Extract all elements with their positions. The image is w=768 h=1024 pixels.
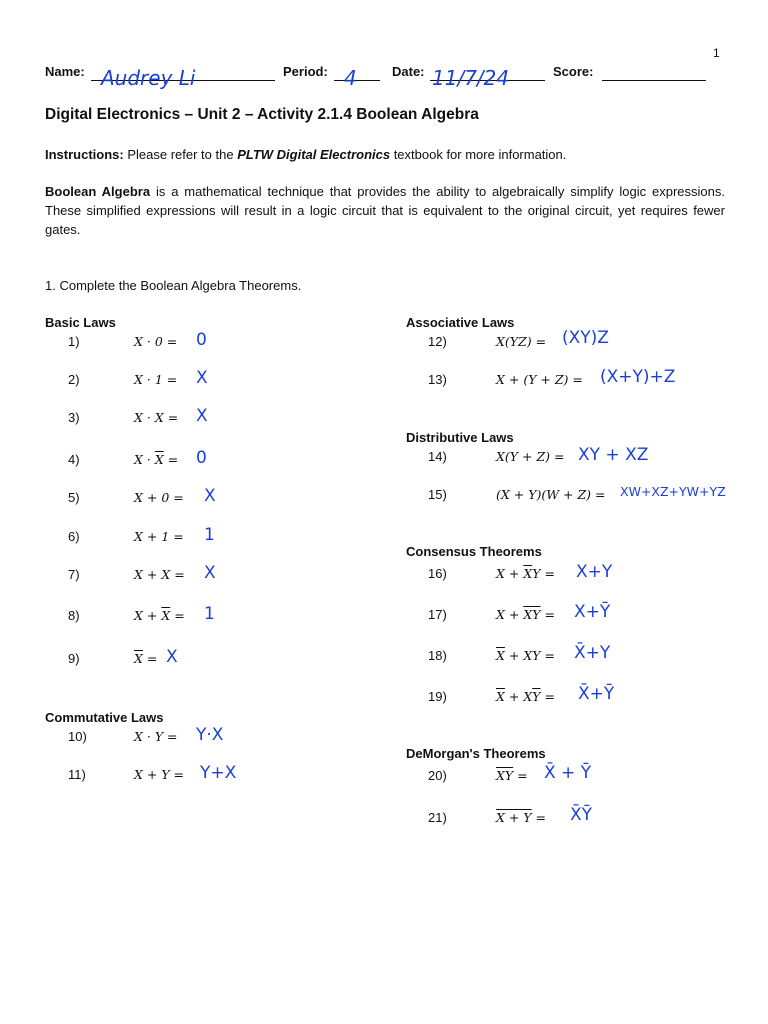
answer[interactable]: X̄ + Ȳ xyxy=(544,763,592,783)
answer[interactable]: XY + XZ xyxy=(578,445,649,465)
answer[interactable]: Y·X xyxy=(196,725,224,745)
answer[interactable]: XW+XZ+YW+YZ xyxy=(620,484,726,499)
answer[interactable]: X+Y xyxy=(576,562,613,582)
section-consensus-theorems: Consensus Theorems xyxy=(406,544,542,559)
page-title: Digital Electronics – Unit 2 – Activity 2.1.4 Boolean Algebra xyxy=(45,106,479,123)
answer[interactable]: X̄Ȳ xyxy=(570,805,593,825)
section-basic-laws: Basic Laws xyxy=(45,315,116,330)
answer[interactable]: X+Ȳ xyxy=(574,602,611,622)
answer[interactable]: X xyxy=(204,563,216,583)
answer[interactable]: X̄+Y xyxy=(574,643,611,663)
period-field[interactable] xyxy=(334,66,380,90)
name-field[interactable] xyxy=(91,66,275,90)
section-distributive-laws: Distributive Laws xyxy=(406,430,514,445)
period-label: Period: xyxy=(283,64,328,79)
answer[interactable]: 0 xyxy=(196,330,207,350)
answer[interactable]: X xyxy=(166,647,178,667)
answer[interactable]: (XY)Z xyxy=(562,328,609,348)
score-field[interactable] xyxy=(602,80,706,81)
answer[interactable]: 0 xyxy=(196,448,207,468)
answer[interactable]: 1 xyxy=(204,525,215,545)
instructions-pre: Please refer to the xyxy=(123,147,238,162)
answer[interactable]: Y+X xyxy=(200,763,237,783)
name-value: Audrey Li xyxy=(101,66,196,90)
section-associative-laws: Associative Laws xyxy=(406,315,515,330)
instructions xyxy=(45,145,725,164)
intro-text: is a mathematical technique that provides the ability to algebraically simplify logic expressions. These simplified expressions will result in a logic circuit that is equivalent to the original circuit, yet requires fewer gates. xyxy=(45,184,725,237)
answer[interactable]: X xyxy=(196,406,208,426)
name-label: Name: xyxy=(45,64,85,79)
date-label: Date: xyxy=(392,64,425,79)
answer[interactable]: X xyxy=(196,368,208,388)
date-value: 11/7/24 xyxy=(432,66,510,90)
score-label: Score: xyxy=(553,64,594,79)
answer[interactable]: X̄+Ȳ xyxy=(578,684,615,704)
answer[interactable]: 1 xyxy=(204,604,215,624)
question: 1. Complete the Boolean Algebra Theorems. xyxy=(45,278,302,293)
date-field[interactable] xyxy=(430,66,545,90)
instructions-post: textbook for more information. xyxy=(390,147,567,162)
intro-paragraph xyxy=(45,182,725,239)
section-demorgans-theorems: DeMorgan's Theorems xyxy=(406,746,546,761)
period-value: 4 xyxy=(344,66,357,90)
instructions-label: Instructions: xyxy=(45,147,124,162)
answer[interactable]: X xyxy=(204,486,216,506)
answer[interactable]: (X+Y)+Z xyxy=(600,367,676,387)
section-commutative-laws: Commutative Laws xyxy=(45,710,164,725)
page-number: 1 xyxy=(713,46,720,60)
intro-term: Boolean Algebra xyxy=(45,184,151,199)
instructions-book: PLTW Digital Electronics xyxy=(237,147,391,162)
